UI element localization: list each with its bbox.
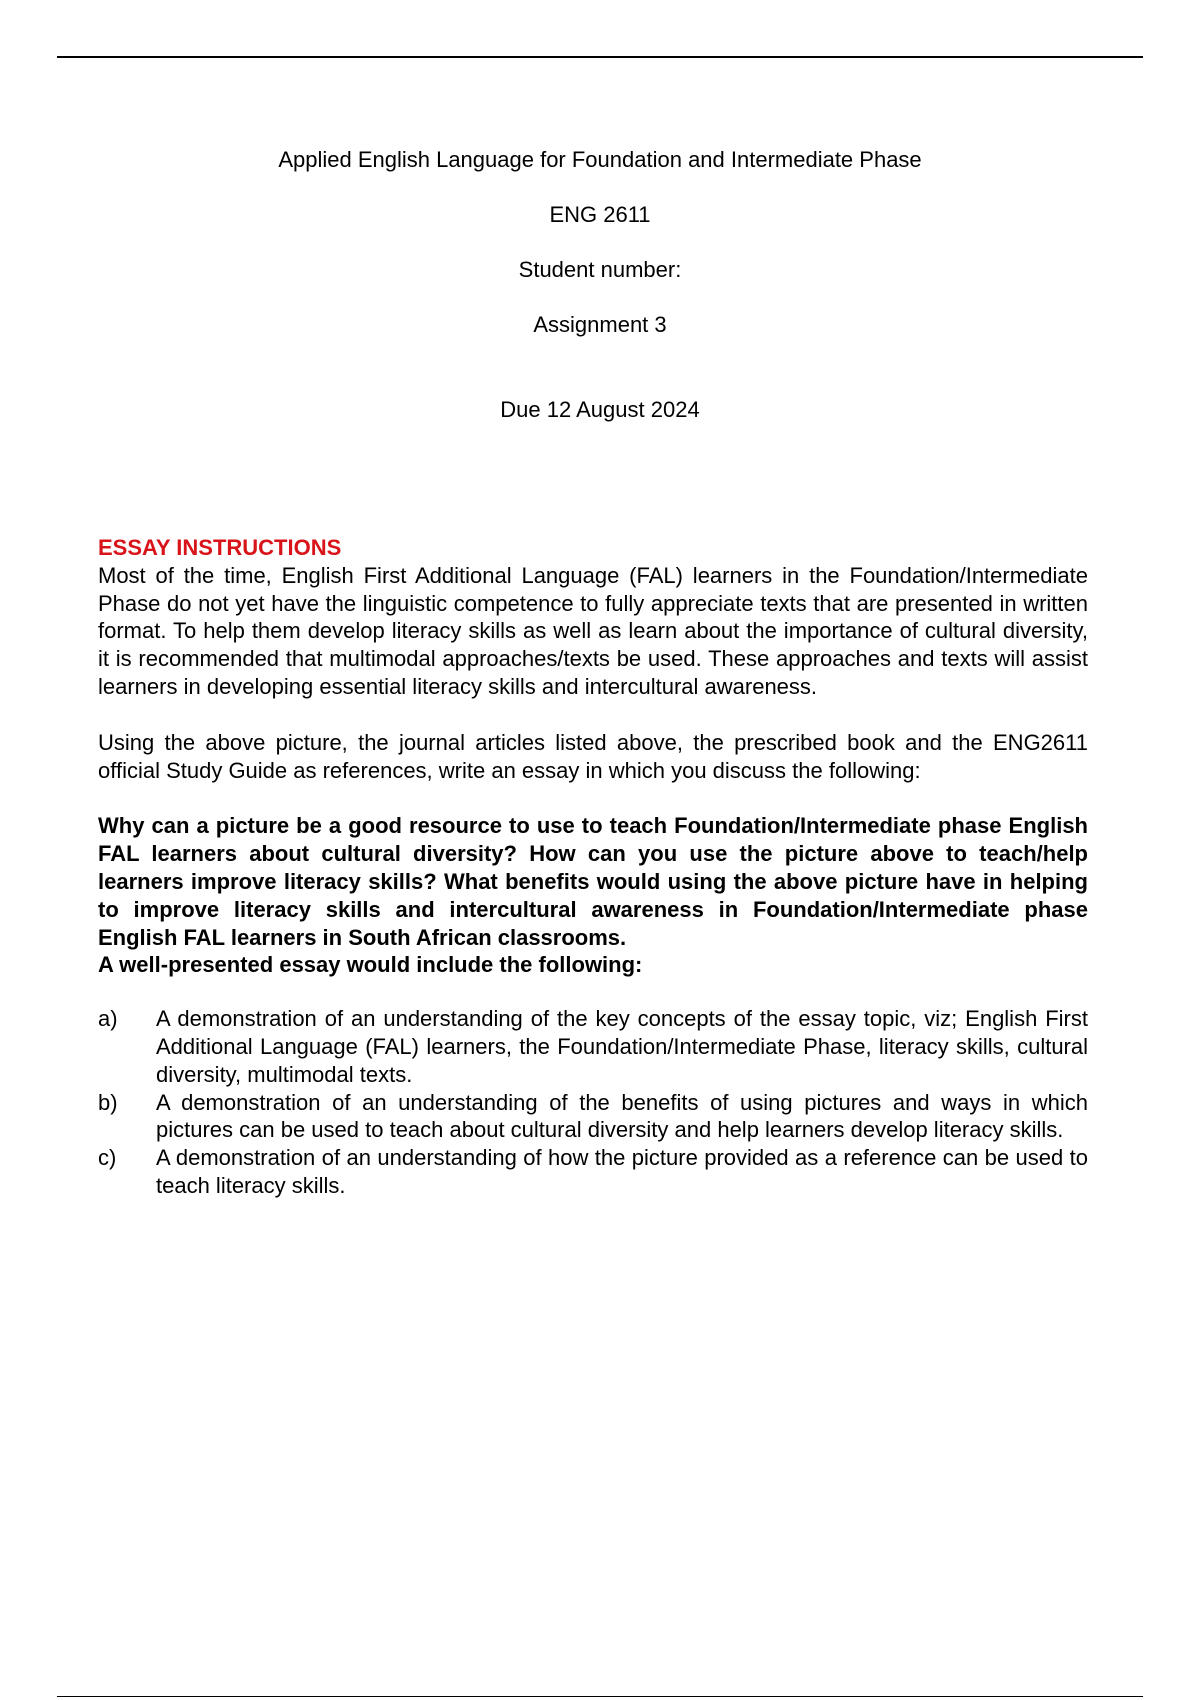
- include-lead: A well-presented essay would include the following:: [98, 952, 643, 978]
- list-item: [98, 1089, 1088, 1145]
- list-marker: b): [98, 1089, 118, 1115]
- student-number-label: Student number:: [518, 257, 682, 282]
- list-item-text: A demonstration of an understanding of the benefits of using pictures and ways in which pictures can be used to teach about cultural diversity and help learners develop literacy skills.: [156, 1089, 1088, 1143]
- list-item-text: A demonstration of an understanding of the key concepts of the essay topic, viz; English First Additional Language (FAL) learners, the Foundation/Intermediate Phase, literacy skills, cultural diversity, multimodal texts.: [156, 1006, 1088, 1087]
- list-item-text: A demonstration of an understanding of how the picture provided as a reference can be used to teach literacy skills.: [156, 1145, 1088, 1198]
- essay-instructions-section: [98, 534, 1088, 1200]
- intro-paragraph: Most of the time, English First Additional Language (FAL) learners in the Foundation/Intermediate Phase do not yet have the linguistic competence to fully appreciate texts that are presented in written format. To help them develop literacy skills as well as learn about the importance of cultural diversity, it is recommended that multimodal approaches/texts be used. These approaches and texts will assist learners in developing essential literacy skills and intercultural awareness.: [98, 562, 1088, 699]
- task-paragraph: Using the above picture, the journal articles listed above, the prescribed book and the ENG2611 official Study Guide as references, write an essay in which you discuss the following:: [98, 729, 1088, 783]
- course-code: ENG 2611: [549, 202, 651, 227]
- section-heading: ESSAY INSTRUCTIONS: [98, 535, 342, 560]
- list-item: [98, 1005, 1088, 1088]
- course-title: Applied English Language for Foundation and Intermediate Phase: [278, 147, 922, 172]
- top-rule: [57, 56, 1143, 58]
- due-date: Due 12 August 2024: [500, 397, 700, 422]
- essay-question: Why can a picture be a good resource to use to teach Foundation/Intermediate phase English FAL learners about cultural diversity? How can you use the picture above to teach/help learners improve literacy skills? What benefits would using the above picture have in helping to improve literacy skills and intercultural awareness in Foundation/Intermediate phase English FAL learners in South African classrooms.: [98, 813, 1088, 950]
- list-marker: a): [98, 1006, 118, 1032]
- assignment-label: Assignment 3: [533, 312, 667, 337]
- bottom-rule: [57, 1696, 1143, 1697]
- requirements-list: [98, 1005, 1088, 1200]
- list-marker: c): [98, 1145, 117, 1171]
- list-item: [98, 1144, 1088, 1200]
